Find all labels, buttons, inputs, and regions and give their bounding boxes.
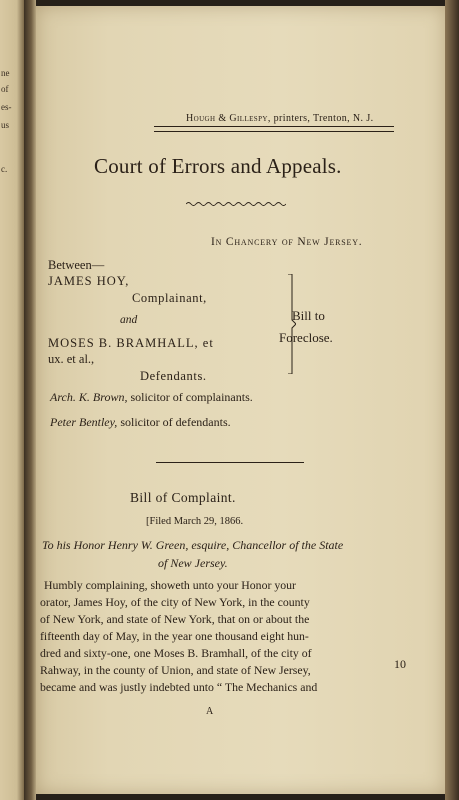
chancery-heading: In Chancery of New Jersey. <box>211 236 363 248</box>
bill-type-line-1: Bill to <box>292 308 325 323</box>
court-title: Court of Errors and Appeals. <box>94 154 342 178</box>
between-label: Between— <box>48 258 105 272</box>
facing-page-fragment: of <box>1 84 9 94</box>
and-connector: and <box>120 314 138 326</box>
defendants-solicitor-name: Peter Bentley, <box>50 415 118 429</box>
defendant-name-line-2: ux. et al., <box>48 352 95 366</box>
defendants-solicitor-text: solicitor of defendants. <box>117 415 231 429</box>
right-brace <box>288 274 296 374</box>
line-number: 10 <box>394 657 406 671</box>
body-text-line: fifteenth day of May, in the year one thousand eight hun- <box>40 629 309 643</box>
complainants-solicitor <box>50 390 253 405</box>
bill-heading: Bill of Complaint. <box>130 490 236 505</box>
body-text-line: dred and sixty-one, one Moses B. Bramhall, of the city of <box>40 646 312 660</box>
complainants-solicitor-name: Arch. K. Brown, <box>50 390 128 404</box>
body-text-line: became and was justly indebted unto “ The Mechanics and <box>40 680 318 694</box>
body-text-line: of New York, and state of New York, that on or about the <box>40 612 310 626</box>
complainant-role: Complainant, <box>132 291 207 305</box>
complainants-solicitor-text: solicitor of complainants. <box>127 390 253 404</box>
ornamental-wavy-rule <box>186 201 286 207</box>
bill-type-line-2: Foreclose. <box>279 330 333 345</box>
book-gutter <box>24 0 36 800</box>
document-page <box>36 6 445 794</box>
facing-page-fragment: c. <box>1 164 8 174</box>
defendant-role: Defendants. <box>140 369 207 383</box>
facing-page-edge <box>0 0 24 800</box>
defendants-solicitor <box>50 415 231 430</box>
printer-imprint <box>186 113 374 124</box>
signature-mark: A <box>206 706 214 717</box>
body-text-line: orator, James Hoy, of the city of New York, in the county <box>40 595 310 609</box>
facing-page-fragment: es- <box>1 102 12 112</box>
defendant-name-line-1: MOSES B. BRAMHALL, et <box>48 336 214 350</box>
printer-names: Hough & Gillespy, <box>186 113 271 124</box>
address-line-1: To his Honor Henry W. Green, esquire, Chancellor of the State <box>42 538 344 552</box>
filed-date: [Filed March 29, 1866. <box>146 516 244 527</box>
facing-page-fragment: ne <box>1 68 10 78</box>
facing-page-fragment: us <box>1 120 10 130</box>
page-right-edge <box>445 0 459 800</box>
body-text-line: Humbly complaining, showeth unto your Honor your <box>44 578 296 592</box>
address-line-2: of New Jersey. <box>158 556 228 570</box>
complainant-name: JAMES HOY, <box>48 274 130 288</box>
body-text-line: Rahway, in the county of Union, and state of New Jersey, <box>40 663 311 677</box>
section-rule <box>156 462 304 463</box>
header-double-rule <box>154 126 394 132</box>
printer-location: printers, Trenton, N. J. <box>270 113 374 124</box>
